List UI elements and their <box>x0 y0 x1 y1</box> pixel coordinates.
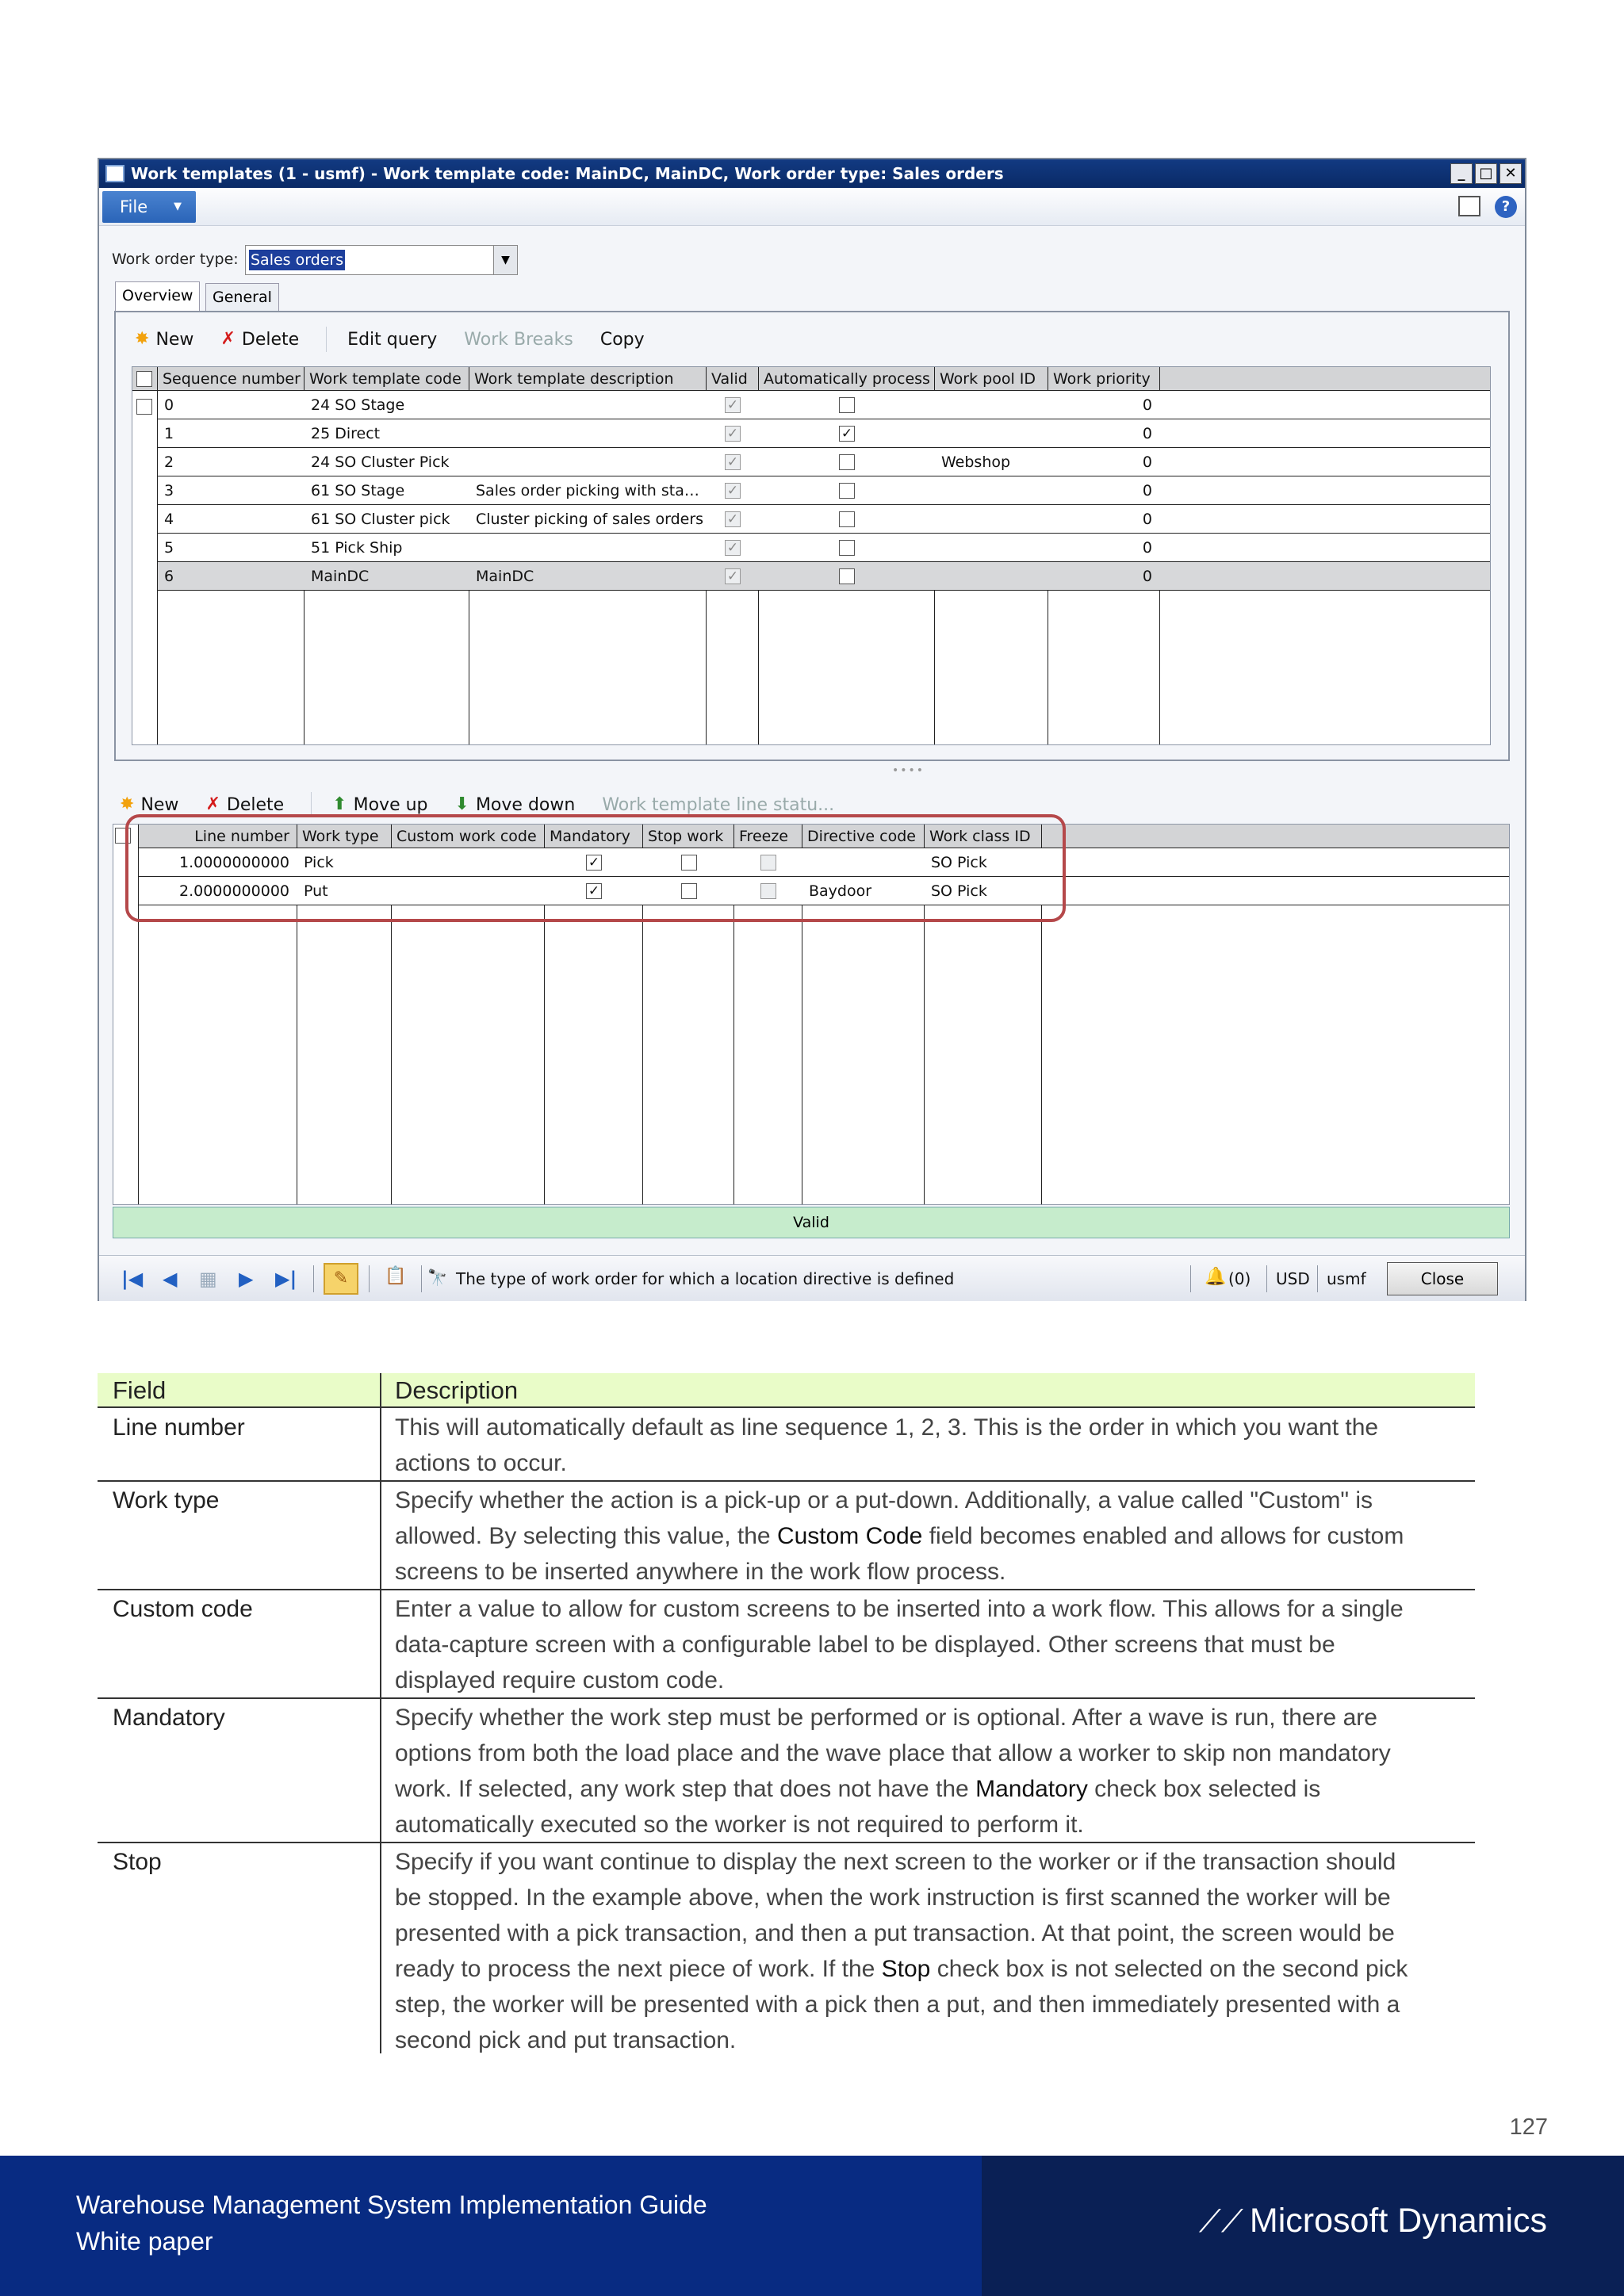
first-record-icon[interactable]: |◀ <box>121 1268 144 1290</box>
table-row[interactable] <box>158 476 1490 505</box>
work-templates-window <box>98 158 1526 1301</box>
arrow-down-icon: ⬇ <box>454 794 469 814</box>
table-cell <box>935 391 1048 419</box>
arrow-up-icon: ⬆ <box>332 794 347 814</box>
valid-checkbox: ✓ <box>725 540 741 556</box>
table-cell: 4 <box>164 511 174 528</box>
description-line: automatically executed so the worker is not required to perform it. <box>395 1812 1084 1838</box>
table-cell: SO Pick <box>931 854 987 871</box>
table-cell <box>469 534 707 562</box>
table-cell: 0 <box>1142 568 1152 585</box>
page-number: 127 <box>1509 2114 1548 2140</box>
column-header[interactable]: Directive code <box>807 828 916 845</box>
table-row[interactable] <box>158 419 1490 448</box>
table-cell <box>935 534 1048 562</box>
maximize-button[interactable]: □ <box>1475 163 1497 184</box>
description-line: displayed require custom code. <box>395 1667 725 1693</box>
table-cell: MainDC <box>311 568 370 585</box>
description-line: second pick and put transaction. <box>395 2027 737 2053</box>
table-cell: 0 <box>1142 453 1152 471</box>
column-header[interactable]: Work pool ID <box>940 370 1036 388</box>
table-cell: 24 SO Cluster Pick <box>311 453 450 471</box>
field-name: Mandatory <box>113 1705 225 1731</box>
document-type: White paper <box>76 2227 213 2256</box>
new-icon: ✸ <box>120 794 135 814</box>
new-button[interactable] <box>135 330 193 350</box>
valid-checkbox: ✓ <box>725 397 741 413</box>
table-row[interactable] <box>158 391 1490 419</box>
table-cell: 0 <box>1142 482 1152 499</box>
description-line: work. If selected, any work step that does not have the Mandatory check box selected is <box>395 1776 1321 1802</box>
table-cell <box>935 562 1048 591</box>
column-header[interactable]: Valid <box>711 370 748 388</box>
table-cell <box>935 419 1048 448</box>
table-cell: Baydoor <box>809 882 872 900</box>
table-cell: Cluster picking of sales orders <box>476 511 704 528</box>
select-all-checkbox[interactable] <box>136 371 152 387</box>
table-cell: 24 SO Stage <box>311 396 405 414</box>
window-titlebar <box>99 159 1525 188</box>
status-divider <box>1190 1265 1191 1292</box>
tab-general[interactable]: General <box>205 283 279 312</box>
field-name: Custom code <box>113 1596 253 1622</box>
previous-record-icon[interactable]: ◀ <box>163 1268 178 1290</box>
tab-overview[interactable]: Overview <box>115 281 200 312</box>
column-header[interactable]: Custom work code <box>396 828 537 845</box>
microsoft-dynamics-logo <box>1199 2202 1547 2241</box>
file-label: File <box>120 197 148 216</box>
column-header[interactable]: Work type <box>302 828 379 845</box>
footer-brand-panel <box>982 2156 1624 2296</box>
valid-checkbox: ✓ <box>725 483 741 499</box>
mandatory-checkbox[interactable]: ✓ <box>586 883 602 899</box>
move-down-label: Move down <box>475 794 576 815</box>
auto-process-checkbox[interactable]: ✓ <box>839 426 855 442</box>
column-header[interactable]: Freeze <box>739 828 788 845</box>
valid-checkbox: ✓ <box>725 454 741 470</box>
layout-icon[interactable] <box>1458 196 1480 216</box>
field-name: Stop <box>113 1849 162 1875</box>
column-header[interactable]: Work class ID <box>929 828 1031 845</box>
table-cell: 25 Direct <box>311 425 381 442</box>
window-title: Work templates (1 - usmf) - Work template code: MainDC, MainDC, Work order type: Sales orders <box>131 164 1004 183</box>
status-divider <box>1266 1265 1267 1292</box>
delete-icon: ✗ <box>220 329 236 349</box>
field-name: Work type <box>113 1487 220 1513</box>
edit-query-button[interactable]: Edit query <box>347 329 438 350</box>
table-cell <box>935 505 1048 534</box>
status-divider <box>1317 1265 1318 1292</box>
status-bar <box>99 1255 1525 1301</box>
table-cell: Put <box>304 882 328 900</box>
delete-icon: ✗ <box>205 794 220 814</box>
highlight-box <box>125 814 1066 922</box>
table-cell <box>469 391 707 419</box>
auto-process-checkbox[interactable] <box>839 540 855 556</box>
table-cell: Webshop <box>941 453 1011 471</box>
table-cell: SO Pick <box>931 882 987 900</box>
table-cell: 0 <box>164 396 174 414</box>
description-line: presented with a pick transaction, and then a put transaction. At that point, the screen would be <box>395 1920 1395 1946</box>
valid-checkbox: ✓ <box>725 511 741 527</box>
edit-mode-icon[interactable]: ✎ <box>324 1263 358 1295</box>
table-header <box>98 1373 1475 1408</box>
help-icon[interactable]: ? <box>1495 196 1517 218</box>
work-templates-grid <box>132 366 1491 745</box>
auto-process-checkbox[interactable] <box>839 568 855 584</box>
description-line: step, the worker will be presented with a pick then a put, and then immediately presented with a <box>395 1992 1400 2018</box>
dynamics-logo-icon: ⟋⟋ <box>1198 2204 1243 2239</box>
column-header[interactable]: Automatically process <box>764 370 930 388</box>
table-cell <box>935 476 1048 505</box>
table-cell: Pick <box>304 854 334 871</box>
row-divider <box>98 1697 1475 1699</box>
delete-label: Delete <box>241 329 300 350</box>
close-window-button[interactable]: ✕ <box>1500 163 1522 184</box>
table-cell: 0 <box>1142 511 1152 528</box>
table-cell: 1.0000000000 <box>178 854 289 871</box>
app-icon <box>105 165 124 182</box>
move-down-button[interactable] <box>455 795 576 815</box>
table-cell: 61 SO Stage <box>311 482 405 499</box>
status-divider <box>313 1265 314 1292</box>
move-up-label: Move up <box>353 794 428 815</box>
work-order-type-label: Work order type: <box>112 251 239 268</box>
row-divider <box>98 1480 1475 1482</box>
table-row[interactable] <box>158 505 1490 534</box>
table-cell: 3 <box>164 482 174 499</box>
description-line: Enter a value to allow for custom screens to be inserted into a work flow. This allows for a single <box>395 1596 1404 1622</box>
company-indicator[interactable]: usmf <box>1327 1269 1366 1288</box>
table-row[interactable] <box>158 448 1490 476</box>
help-text: The type of work order for which a location directive is defined <box>456 1269 955 1288</box>
table-row[interactable] <box>158 562 1490 591</box>
window-controls <box>1450 163 1522 184</box>
currency-indicator[interactable]: USD <box>1276 1269 1310 1288</box>
table-cell: 5 <box>164 539 174 557</box>
attachment-icon[interactable]: 📋 <box>385 1266 407 1286</box>
table-cell: 61 SO Cluster pick <box>311 511 450 528</box>
mandatory-checkbox[interactable]: ✓ <box>586 855 602 871</box>
table-cell <box>469 419 707 448</box>
splitter-handle[interactable]: •••• <box>892 764 925 777</box>
column-header[interactable]: Mandatory <box>550 828 630 845</box>
work-breaks-button[interactable]: Work Breaks <box>464 329 573 350</box>
description-line: be stopped. In the example above, when the work instruction is first scanned the worker will be <box>395 1885 1391 1911</box>
grid-view-icon[interactable]: ▦ <box>199 1268 217 1290</box>
new-label: New <box>140 794 179 815</box>
work-order-type-value: Sales orders <box>251 251 344 269</box>
valid-checkbox: ✓ <box>725 568 741 584</box>
minimize-button[interactable]: _ <box>1450 163 1473 184</box>
chevron-down-icon[interactable]: ▼ <box>493 246 517 274</box>
row-divider <box>98 1842 1475 1843</box>
move-up-button[interactable] <box>332 795 427 815</box>
brand-text: Microsoft Dynamics <box>1249 2202 1547 2240</box>
table-cell: 2.0000000000 <box>178 882 289 900</box>
overview-pane <box>114 311 1510 761</box>
find-icon[interactable]: 🔭 <box>427 1268 447 1287</box>
table-cell: 0 <box>1142 539 1152 557</box>
line-status-button[interactable]: Work template line statu... <box>602 794 835 815</box>
row-divider <box>98 1589 1475 1590</box>
table-cell: 51 Pick Ship <box>311 539 403 557</box>
description-line: options from both the load place and the wave place that allow a worker to skip non mandatory <box>395 1740 1391 1766</box>
description-line: screens to be inserted anywhere in the work flow process. <box>395 1559 1006 1585</box>
delete-label: Delete <box>226 794 285 815</box>
next-record-icon[interactable]: ▶ <box>239 1268 254 1290</box>
table-cell: 2 <box>164 453 174 471</box>
row-select-checkbox[interactable] <box>136 399 152 415</box>
column-header[interactable]: Stop work <box>648 828 724 845</box>
notification-count[interactable]: (0) <box>1228 1269 1251 1288</box>
column-header[interactable]: Sequence number <box>163 370 301 388</box>
description-line: This will automatically default as line sequence 1, 2, 3. This is the order in which you want the <box>395 1414 1379 1441</box>
delete-button[interactable] <box>220 330 299 350</box>
table-cell <box>469 448 707 476</box>
table-cell: 1 <box>164 425 174 442</box>
auto-process-checkbox[interactable] <box>839 511 855 527</box>
toolbar-divider <box>326 327 327 352</box>
column-header[interactable]: Line number <box>194 828 289 845</box>
description-line: allowed. By selecting this value, the Custom Code field becomes enabled and allows for custom <box>395 1523 1404 1549</box>
column-header[interactable]: Work template description <box>474 370 674 388</box>
ribbon <box>99 188 1525 226</box>
auto-process-checkbox[interactable] <box>839 483 855 499</box>
table-cell: 0 <box>1142 425 1152 442</box>
table-cell: MainDC <box>476 568 534 585</box>
table-cell: 0 <box>1142 396 1152 414</box>
header-field: Field <box>113 1376 167 1404</box>
table-cell: Sales order picking with sta… <box>476 482 699 499</box>
document-title: Warehouse Management System Implementation Guide <box>76 2191 707 2219</box>
new-line-button[interactable] <box>120 795 178 815</box>
description-line: data-capture screen with a configurable label to be displayed. Other screens that must be <box>395 1632 1335 1658</box>
description-line: Specify whether the work step must be performed or is optional. After a wave is run, there are <box>395 1705 1377 1731</box>
header-description: Description <box>395 1376 519 1404</box>
status-divider <box>421 1265 422 1292</box>
valid-checkbox: ✓ <box>725 426 741 442</box>
new-icon: ✸ <box>135 329 150 349</box>
description-line: Specify if you want continue to display the next screen to the worker or if the transaction should <box>395 1849 1396 1875</box>
field-name: Line number <box>113 1414 245 1441</box>
header-toolbar <box>135 322 672 357</box>
bell-icon[interactable]: 🔔 <box>1205 1267 1227 1287</box>
validation-bar: Valid <box>113 1207 1510 1238</box>
chevron-down-icon: ▼ <box>174 201 182 212</box>
table-cell: 6 <box>164 568 174 585</box>
file-menu-button[interactable] <box>102 191 196 223</box>
work-order-type-select[interactable] <box>245 245 518 275</box>
description-line: Specify whether the action is a pick-up or a put-down. Additionally, a value called "Custom" is <box>395 1487 1373 1513</box>
column-divider <box>380 1373 381 2053</box>
column-header[interactable]: Work priority <box>1053 370 1151 388</box>
delete-line-button[interactable] <box>205 795 284 815</box>
ribbon-icons <box>1458 196 1517 218</box>
column-header[interactable]: Work template code <box>309 370 462 388</box>
close-button[interactable]: Close <box>1387 1262 1498 1295</box>
description-line: ready to process the next piece of work. If the Stop check box is not selected on the second pick <box>395 1956 1408 1982</box>
auto-process-checkbox[interactable] <box>839 397 855 413</box>
description-line: actions to occur. <box>395 1450 567 1476</box>
new-label: New <box>155 329 194 350</box>
status-divider <box>369 1265 370 1292</box>
copy-button[interactable]: Copy <box>599 329 645 350</box>
page-footer <box>0 2156 1624 2296</box>
last-record-icon[interactable]: ▶| <box>275 1268 297 1290</box>
auto-process-checkbox[interactable] <box>839 454 855 470</box>
table-row[interactable] <box>158 534 1490 562</box>
